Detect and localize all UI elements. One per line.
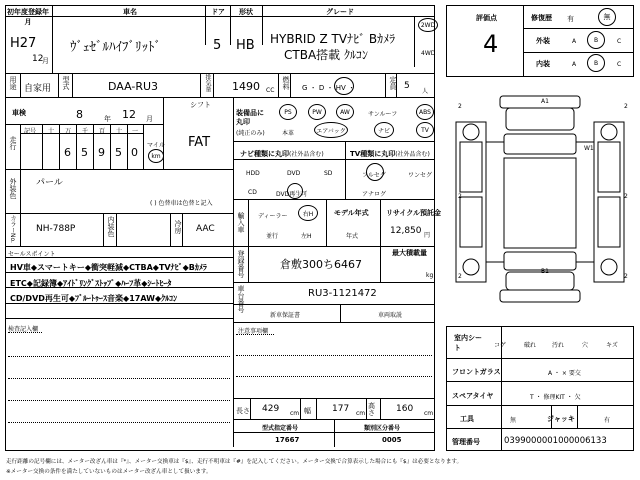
length: 429 — [262, 404, 280, 414]
jack-value: 有 — [604, 417, 611, 424]
displacement-label: 排気量 — [204, 74, 211, 92]
diagram-left-front-door — [460, 142, 482, 192]
diagram-small-label: 2 — [458, 103, 462, 110]
body-shape: HB — [236, 38, 255, 53]
capacity: 5 — [404, 81, 410, 91]
tv-type-analog: アナログ — [362, 191, 387, 198]
fuel-label: 燃料 — [282, 76, 290, 90]
first-reg-month: 12 — [32, 54, 44, 64]
interior-color-label: 内装色 — [107, 216, 115, 237]
windshield-label: フロントガラス — [452, 368, 501, 376]
diagram-windshield — [504, 134, 576, 154]
mgmt-label: 管理番号 — [452, 438, 480, 446]
evaluation-score: 4 — [483, 30, 499, 58]
capacity-label: 定員 — [389, 76, 397, 90]
spare-options: T ・ 修理KIT ・ 欠 — [530, 394, 581, 401]
place-label: 百 — [99, 128, 106, 135]
exterior-grade-c: C — [617, 38, 622, 45]
footer-note-1: 走行距離の記号欄には、メーター改ざん車は『*』、メーター交換車は『$』、走行不明車は『#』を記入してください。メーター交換で合算表示した場合にも『$』は必要となります。 — [6, 459, 463, 465]
seat-option: コゲ — [494, 342, 507, 349]
grade-label: グレード — [326, 8, 354, 16]
recycle-amount: 12,850 — [390, 226, 422, 236]
fullseg-circle — [366, 163, 384, 181]
exterior-grade-b-circle: B — [587, 31, 605, 49]
exterior-label: 外装色 — [9, 178, 17, 199]
mileage-digit: 6 — [64, 146, 71, 159]
color-code: NH-788P — [36, 224, 76, 234]
import-label: 輸入車 — [237, 212, 245, 233]
diagram-front-bumper — [500, 96, 580, 108]
inspector-label: 検査記入欄 — [8, 326, 39, 333]
navi-type-cd: CD — [248, 189, 257, 196]
steering-left: 左H — [301, 233, 312, 240]
inspection-year-unit: 年 — [104, 115, 111, 123]
diagram-right-front-door — [598, 142, 620, 192]
navi-type-header: ナビ種類に丸印(社外品含む) — [240, 150, 324, 158]
sales-point-line: CD/DVD再生可◆ﾌﾞﾙｰﾄｩｰｽ音楽◆17AW◆ｸﾙｺﾝ — [10, 294, 178, 303]
abs-circle: ABS — [416, 104, 434, 120]
footer-note-2: ※メーター交換の条件を満たしていないものはメーター改ざん車として扱います。 — [6, 469, 212, 475]
model-year-unit: 年式 — [346, 233, 359, 240]
navi-type-dvd-play: DVD再生可 — [276, 191, 308, 198]
door-count: 5 — [213, 38, 222, 53]
diagram-small-label: 2 — [624, 273, 628, 280]
cooler: AAC — [196, 224, 215, 234]
tv-circle: TV — [416, 122, 434, 138]
exterior-color: パール — [36, 178, 63, 188]
mileage-digit: 5 — [81, 146, 88, 159]
diagram-small-label: 2 — [458, 193, 462, 200]
seat-option: 汚れ — [552, 342, 565, 349]
manual-label: 車両取説 — [378, 312, 403, 319]
diagram-trunk — [506, 272, 574, 290]
mile-label: マイル — [147, 142, 165, 149]
diagram-label: B1 — [541, 268, 549, 275]
mileage-digit: 9 — [98, 146, 105, 159]
model-label: 型式 — [62, 76, 70, 90]
diagram-left-rear-door — [460, 197, 482, 247]
grade-line-2: CTBA搭載 ｸﾙｺﾝ — [284, 48, 368, 62]
equipment-label: 装備品に丸印 — [236, 109, 264, 126]
score-label: 評価点 — [476, 14, 497, 22]
diagram-label: A1 — [541, 98, 549, 105]
model: DAA-RU3 — [108, 80, 159, 93]
diagram-left-rear-wheel — [463, 259, 479, 275]
spare-label: スペアタイヤ — [452, 392, 494, 400]
interior-grade-b-circle: B — [587, 54, 605, 72]
aw-circle: AW — [336, 104, 354, 120]
max-load-label: 最大積載量 — [392, 249, 427, 257]
dvd-play-circle — [287, 183, 303, 199]
inspection-month: 12 — [122, 108, 136, 121]
width: 177 — [332, 404, 350, 414]
max-load-unit: kg — [426, 272, 434, 279]
inspection-year: 8 — [76, 108, 83, 121]
caution-label: 注意事項欄 — [238, 328, 269, 335]
cooler-label: 冷房 — [174, 220, 182, 234]
cc-unit: CC — [266, 87, 275, 94]
sales-point-label: セールスポイント — [8, 251, 56, 258]
windshield-options: A ・ × 要交 — [548, 370, 581, 377]
mgmt-number: 0399000001000006133 — [504, 436, 607, 446]
registration-label: 登録番号 — [237, 250, 245, 278]
displacement: 1490 — [232, 80, 260, 93]
shift-label: シフト — [190, 101, 211, 109]
diagram-rear-window — [504, 252, 576, 270]
tv-type-header: TV種類に丸印(社外品含む) — [350, 150, 430, 158]
length-unit: cm — [290, 410, 300, 417]
door-label: ドア — [211, 8, 225, 16]
repair-yes: 有 — [567, 15, 574, 23]
place-label: 十 — [116, 128, 123, 135]
type-cert: 17667 — [275, 436, 300, 444]
sunroof: サンルーフ — [368, 111, 398, 118]
fuel-options: G ・ D ・ HV ・ — [302, 84, 355, 92]
diagram-small-label: 2 — [624, 103, 628, 110]
class-label: 類別区分番号 — [364, 425, 401, 432]
exterior-grade-a: A — [572, 38, 577, 45]
symbol-label: 記号 — [24, 128, 37, 135]
sales-point-line: HV車◆スマートキー◆衝突軽減◆CTBA◆TVﾅﾋﾞ◆Bｶﾒﾗ — [10, 263, 207, 272]
place-label: 十 — [48, 128, 55, 135]
model-year-label: モデル年式 — [334, 209, 369, 217]
first-reg-label: 初年度登録年月 — [7, 8, 49, 26]
navi-circle: ナビ — [374, 122, 394, 138]
equipment-sub: (純正のみ) — [236, 130, 265, 137]
import-dealer: ディーラー — [258, 213, 288, 220]
repair-no-circle: 無 — [598, 8, 616, 26]
seat-option: 破れ — [524, 342, 537, 349]
sales-point-line: ETC◆記録簿◆ｱｲﾄﾞﾘﾝｸﾞｽﾄｯﾌﾟ◆ﾊｰﾌ革◆ｼｰﾄﾋｰﾀ — [10, 279, 172, 288]
steering-right-circle: 右H — [298, 205, 318, 221]
car-damage-diagram — [446, 82, 634, 322]
car-name: ｳﾞｪｾﾞﾙﾊｲﾌﾞﾘｯﾄﾞ — [70, 40, 161, 55]
interior-grade-c: C — [617, 61, 622, 68]
exterior-note: ( ) 色替車は色替と記入 — [150, 200, 213, 207]
recycle-unit: 円 — [424, 232, 431, 239]
tv-type-oneseg: ワンセグ — [408, 172, 433, 179]
jack-label: ジャッキ — [547, 415, 575, 423]
diagram-right-front-wheel — [601, 124, 617, 140]
height-unit: cm — [424, 410, 434, 417]
interior-grade-a: A — [572, 61, 577, 68]
diagram-hood — [506, 108, 574, 130]
width-label: 幅 — [304, 407, 311, 415]
diagram-right-rear-wheel — [601, 259, 617, 275]
height-label: 高さ — [368, 402, 375, 417]
place-label: 一 — [132, 128, 139, 135]
length-label: 長さ — [236, 407, 250, 415]
height: 160 — [396, 404, 414, 414]
seat-label: 室内シート — [454, 334, 482, 352]
diagram-small-label: 2 — [458, 273, 462, 280]
seat-option: キズ — [606, 342, 618, 349]
leather: 本革 — [282, 130, 295, 137]
exterior-grade-label: 外装 — [536, 37, 550, 45]
first-reg-year: H27 — [10, 36, 37, 51]
place-label: 万 — [65, 128, 72, 135]
pw-circle: PW — [308, 104, 326, 120]
navi-type-dvd: DVD — [287, 170, 301, 177]
purpose-label: 用途 — [9, 76, 17, 90]
tools-value: 無 — [510, 417, 517, 424]
mileage-label: 走行 — [9, 136, 17, 150]
airbag-circle: エアバック — [314, 122, 348, 138]
chassis-label: 車台番号 — [237, 285, 245, 313]
diagram-right-rear-door — [598, 197, 620, 247]
interior-grade-label: 内装 — [536, 60, 550, 68]
shape-label: 形状 — [239, 8, 253, 16]
inspection-label: 車検 — [12, 109, 26, 117]
diagram-small-label: 2 — [624, 193, 628, 200]
diagram-label: W1 — [584, 145, 594, 152]
tools-label: 工具 — [460, 415, 474, 423]
recycle-label: リサイクル預託金 — [386, 209, 442, 217]
chassis-number: RU3-1121472 — [308, 288, 377, 299]
month-unit: 月 — [42, 57, 49, 65]
purpose: 自家用 — [24, 84, 52, 94]
drive-4wd: 4WD — [421, 50, 436, 57]
diagram-rear-bumper — [500, 290, 580, 302]
tv-type-fullseg: フルセグ — [362, 172, 386, 179]
color-code-label: カラーNo. — [9, 215, 16, 243]
mileage-digit: 5 — [115, 146, 122, 159]
diagram-roof — [504, 158, 576, 248]
inspection-month-unit: 月 — [146, 115, 153, 123]
navi-type-sd: SD — [324, 170, 333, 177]
width-unit: cm — [356, 410, 366, 417]
shift: FAT — [188, 135, 211, 150]
capacity-unit: 人 — [422, 88, 429, 95]
fuel-hv-circle — [334, 77, 354, 95]
type-cert-label: 型式指定番号 — [262, 425, 299, 432]
registration-number: 倉敷300ち6467 — [280, 258, 362, 271]
navi-type-hdd: HDD — [246, 170, 260, 177]
km-circle: km — [148, 149, 164, 163]
place-label: 千 — [82, 128, 89, 135]
grade-line-1: HYBRID Z TVﾅﾋﾞ Bｶﾒﾗ — [270, 32, 396, 46]
drive-2wd-circle: 2WD — [418, 18, 438, 32]
seat-option: 穴 — [582, 342, 589, 349]
warranty-label: 新車保証書 — [270, 312, 301, 319]
mileage-digit: 0 — [131, 146, 138, 159]
repair-label: 修復歴 — [531, 14, 552, 22]
ps-circle: PS — [279, 104, 297, 120]
class-number: 0005 — [382, 436, 402, 444]
car-name-label: 車名 — [123, 8, 137, 16]
diagram-left-front-wheel — [463, 124, 479, 140]
import-parallel: 並行 — [266, 233, 279, 240]
